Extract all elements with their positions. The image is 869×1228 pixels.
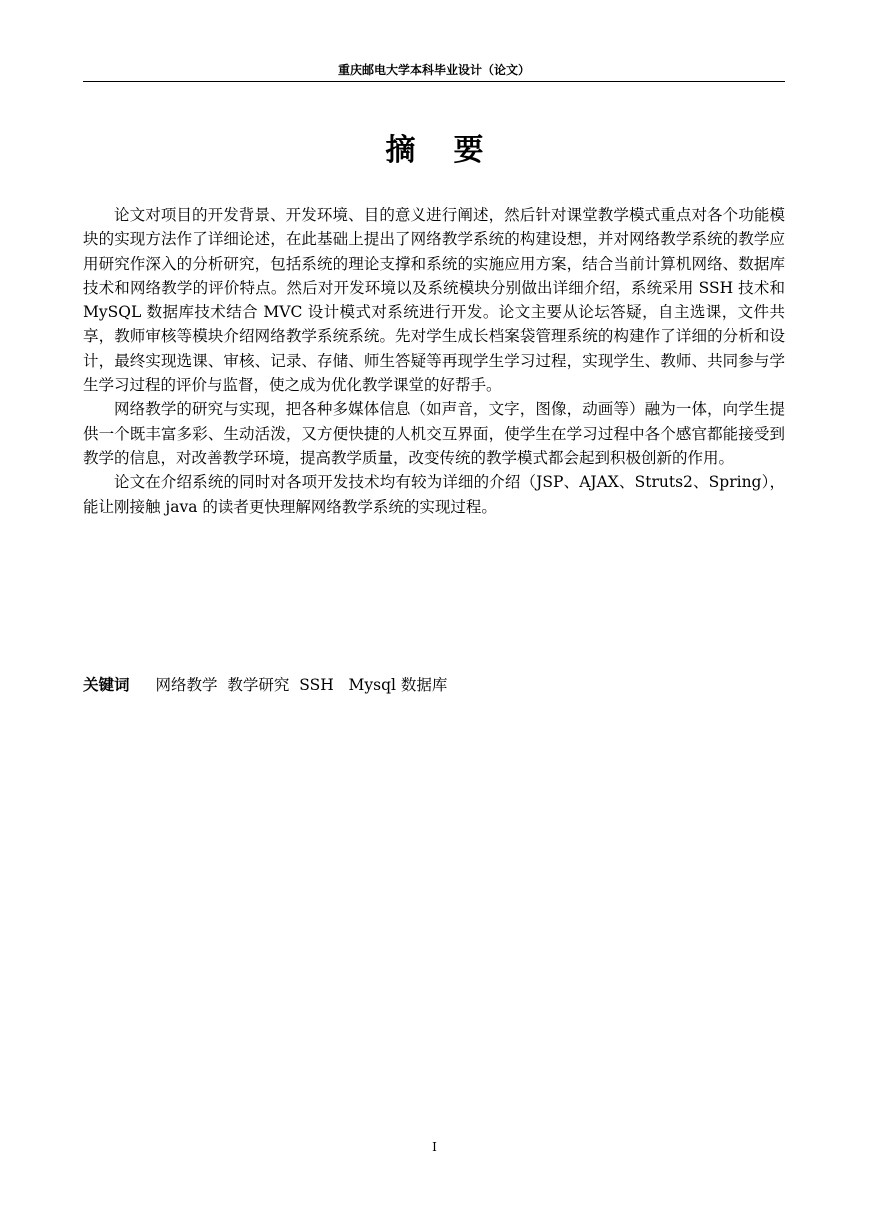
abstract-paragraph-1: 论文对项目的开发背景、开发环境、目的意义进行阐述，然后针对课堂教学模式重点对各个功能模块的实现方法作了详细论述，在此基础上提出了网络教学系统的构建设想，并对网络教学系统的教学应用研究作深入的分析研究，包括系统的理论支撑和系统的实施应用方案，结合当前计算机网络、数据库技术和网络教学的评价特点。然后对开发环境以及系统模块分别做出详细介绍，系统采用 SSH 技术和 MySQL 数据库技术结合 MVC 设计模式对系统进行开发。论文主要从论坛答疑，自主选课，文件共享，教师审核等模块介绍网络教学系统系统。先对学生成长档案袋管理系统的构建作了详细的分析和设计，最终实现选课、审核、记录、存储、师生答疑等再现学生学习过程，实现学生、教师、共同参与学生学习过程的评价与监督，使之成为优化教学课堂的好帮手。 (83, 206, 785, 395)
abstract-title: 摘要 (385, 133, 522, 168)
keywords-value: 网络教学 教学研究 SSH Mysql 数据库 (155, 676, 448, 694)
running-header: 重庆邮电大学本科毕业设计（论文） (83, 62, 785, 82)
abstract-paragraph-3: 论文在介绍系统的同时对各项开发技术均有较为详细的介绍（JSP、AJAX、Struts2、Spring），能让刚接触 java 的读者更快理解网络教学系统的实现过程。 (83, 473, 785, 516)
page-number: I (432, 1140, 437, 1154)
abstract-body (83, 203, 785, 519)
keywords-line (83, 673, 785, 697)
abstract-paragraph-2: 网络教学的研究与实现，把各种多媒体信息（如声音，文字，图像，动画等）融为一体，向学生提供一个既丰富多彩、生动活泼，又方便快捷的人机交互界面，使学生在学习过程中各个感官都能接受到教学的信息，对改善教学环境，提高教学质量，改变传统的教学模式都会起到积极创新的作用。 (83, 400, 785, 467)
keywords-label: 关键词 (83, 676, 130, 694)
